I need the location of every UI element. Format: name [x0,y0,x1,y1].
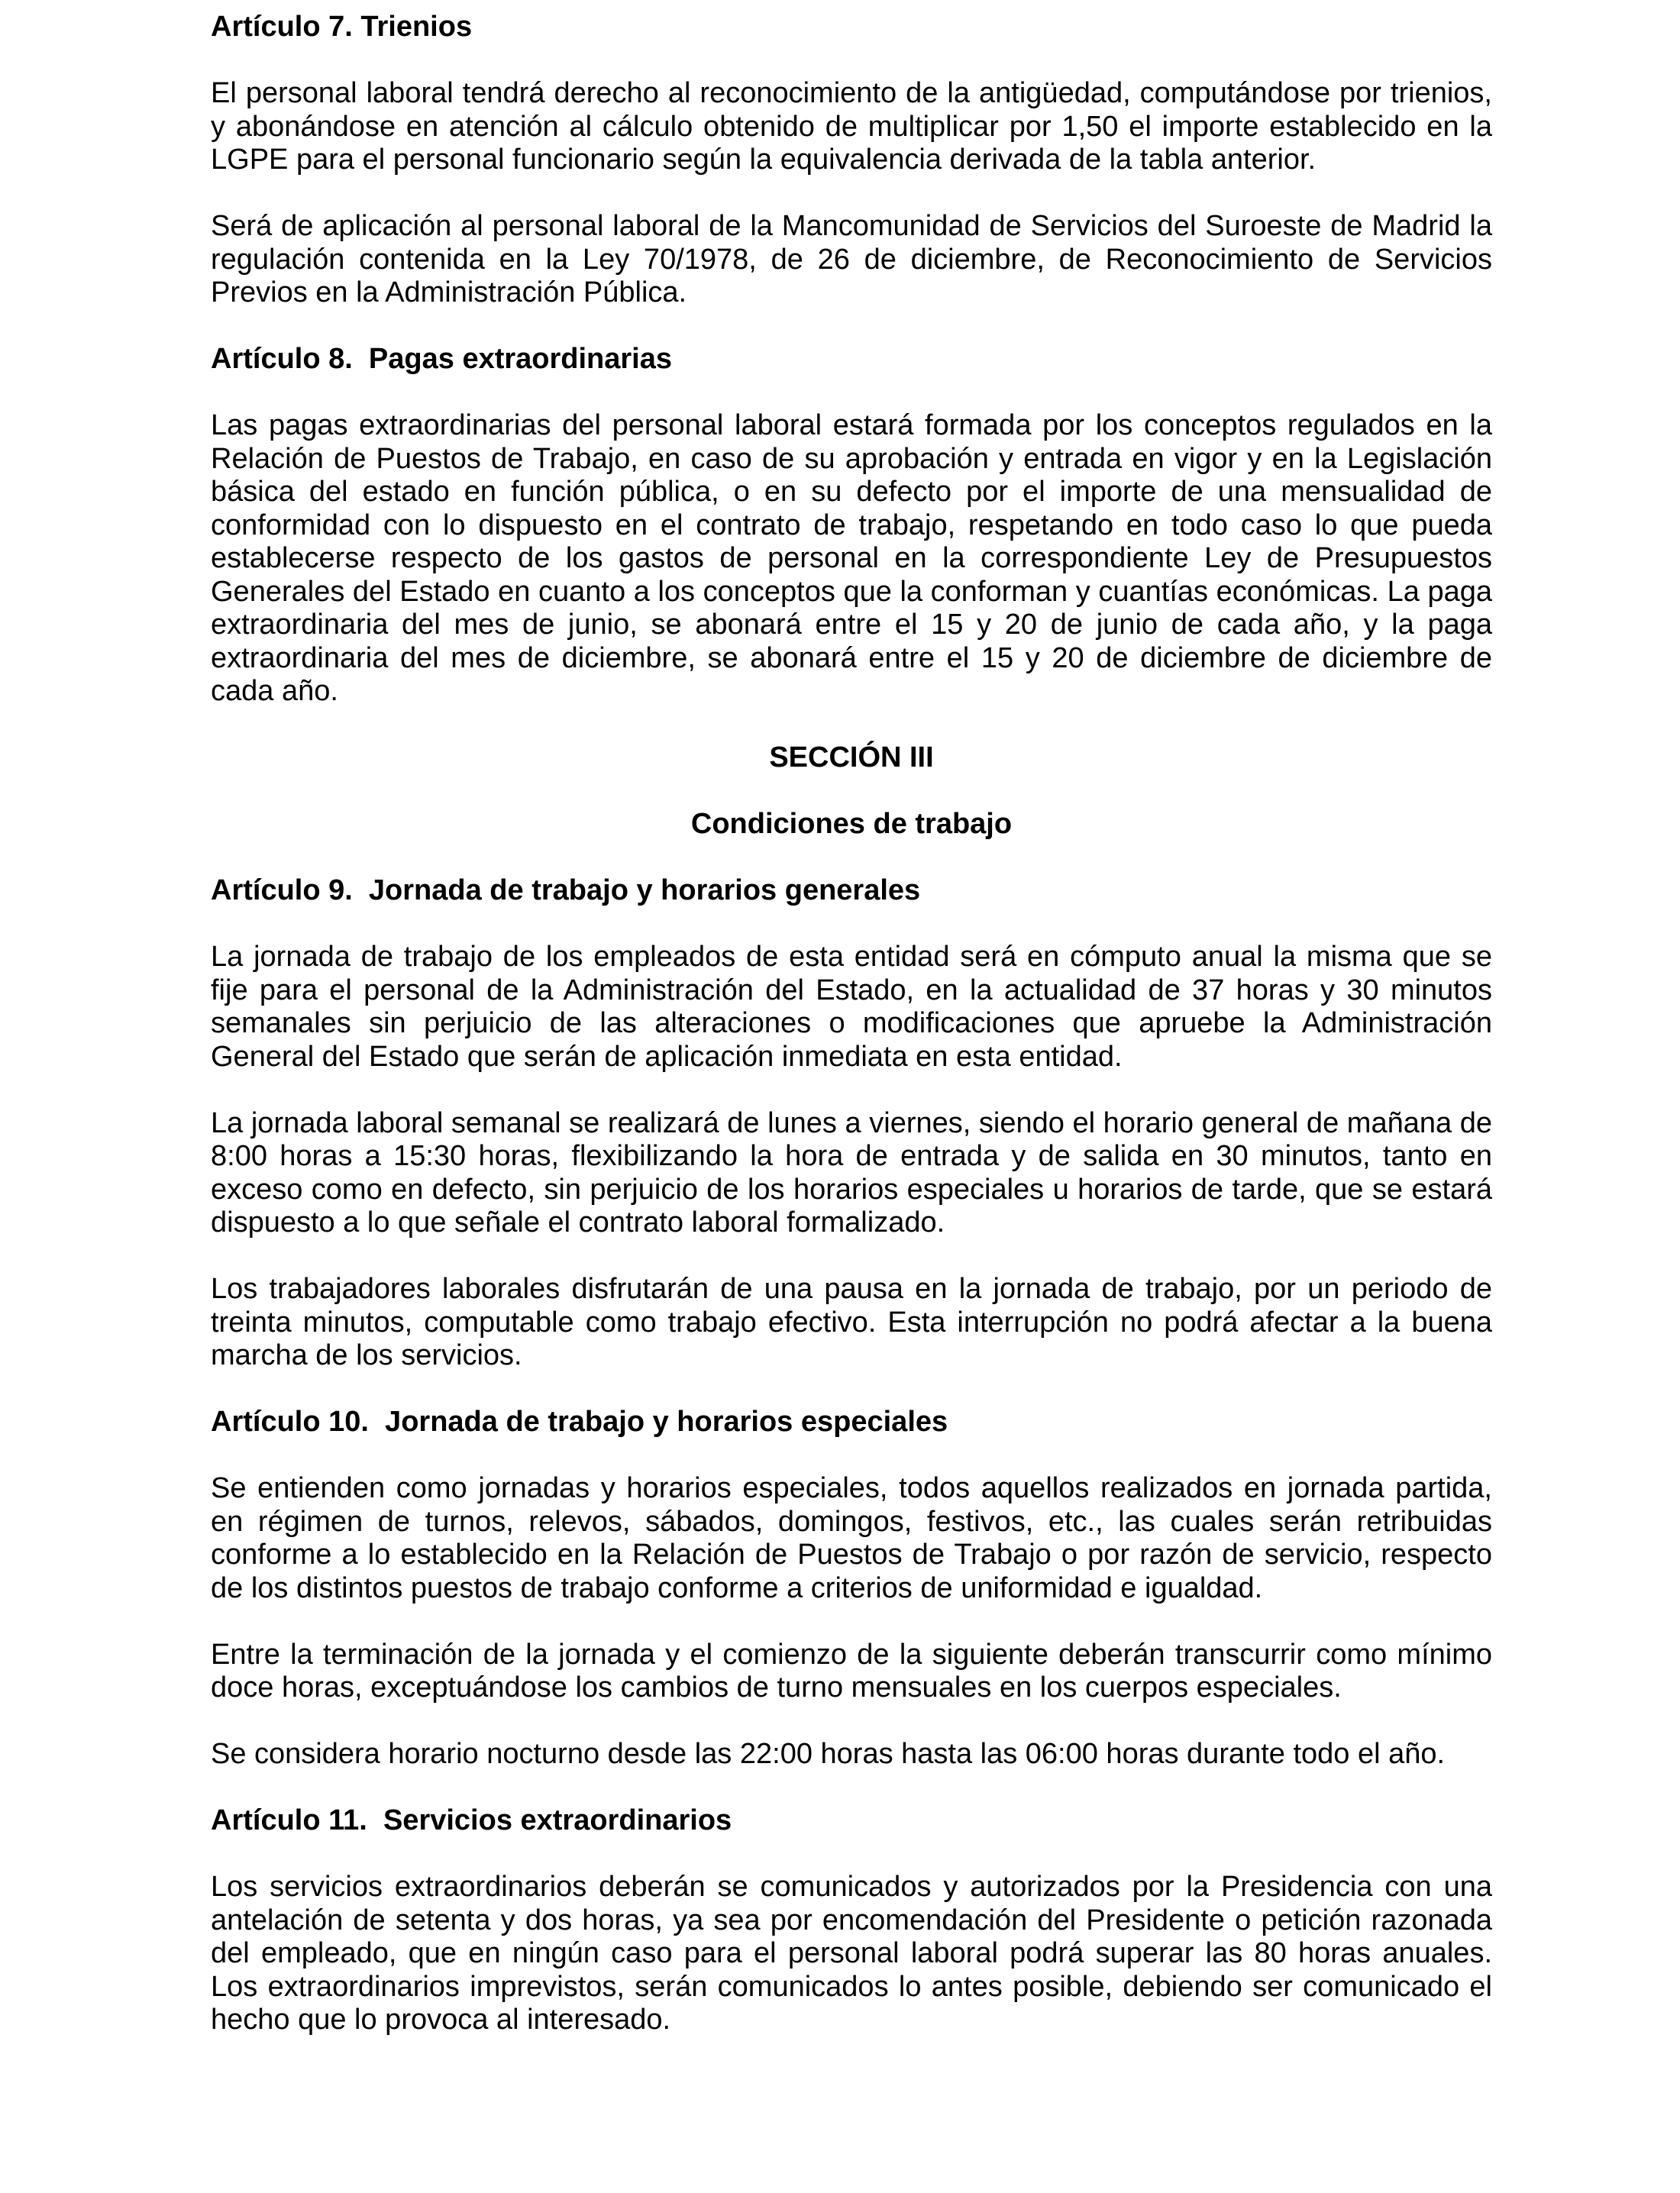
section-3-heading: SECCIÓN III [769,741,934,774]
article-8-paragraph-1: Las pagas extraordinarias del personal laboral estará formada por los conceptos regulados en la Relación de Puestos de Trabajo, en caso de su aprobación y entrada en vigor y en la Legislación básica del estado en función pública, o en su defecto por el importe de una mensualidad de conformidad con lo dispuesto en el contrato de trabajo, respetando en todo caso lo que pueda establecerse respecto de los gastos de personal en la correspondiente Ley de Presupuestos Generales del Estado en cuanto a los conceptos que la conforman y cuantías económicas. La paga extraordinaria del mes de junio, se abonará entre el 15 y 20 de junio de cada año, y la paga extraordinaria del mes de diciembre, se abonará entre el 15 y 20 de diciembre de diciembre de cada año. [211,409,1492,707]
article-10-paragraph-1: Se entienden como jornadas y horarios especiales, todos aquellos realizados en jornada partida, en régimen de turnos, relevos, sábados, domingos, festivos, etc., las cuales serán retribuidas conforme a lo establecido en la Relación de Puestos de Trabajo o por razón de servicio, respecto de los distintos puestos de trabajo conforme a criterios de uniformidad e igualdad. [211,1472,1492,1604]
article-9-paragraph-3: Los trabajadores laborales disfrutarán de una pausa en la jornada de trabajo, por un periodo de treinta minutos, computable como trabajo efectivo. Esta interrupción no podrá afectar a la buena marcha de los servicios. [211,1273,1492,1371]
article-10-paragraph-3: Se considera horario nocturno desde las 22:00 horas hasta las 06:00 horas durante todo el año. [211,1738,1446,1770]
article-10-paragraph-2: Entre la terminación de la jornada y el comienzo de la siguiente deberán transcurrir como mínimo doce horas, exceptuándose los cambios de turno mensuales en los cuerpos especiales. [211,1638,1492,1704]
article-9-paragraph-2: La jornada laboral semanal se realizará de lunes a viernes, siendo el horario general de mañana de 8:00 horas a 15:30 horas, flexibilizando la hora de entrada y de salida en 30 minutos, tanto en exceso como en defecto, sin perjuicio de los horarios especiales u horarios de tarde, que se estará dispuesto a lo que señale el contrato laboral formalizado. [211,1106,1492,1239]
article-10-heading: Artículo 10. Jornada de trabajo y horarios especiales [211,1406,948,1438]
article-7-paragraph-2: Será de aplicación al personal laboral de la Mancomunidad de Servicios del Suroeste de Madrid la regulación contenida en la Ley 70/1978, de 26 de diciembre, de Reconocimiento de Servicios Previos en la Administración Pública. [211,210,1492,308]
section-3-subheading: Condiciones de trabajo [690,808,1013,840]
article-7-heading: Artículo 7. Trienios [211,11,473,43]
article-9-heading: Artículo 9. Jornada de trabajo y horarios generales [211,874,921,906]
article-11-paragraph-1: Los servicios extraordinarios deberán se comunicados y autorizados por la Presidencia con una antelación de setenta y dos horas, ya sea por encomendación del Presidente o petición razonada del empleado, que en ningún caso para el personal laboral podrá superar las 80 horas anuales. Los extraordinarios imprevistos, serán comunicados lo antes posible, debiendo ser comunicado el hecho que lo provoca al interesado. [211,1871,1492,2036]
article-11-heading: Artículo 11. Servicios extraordinarios [211,1804,732,1836]
article-8-heading: Artículo 8. Pagas extraordinarias [211,343,673,375]
article-9-paragraph-1: La jornada de trabajo de los empleados de esta entidad será en cómputo anual la misma que se fije para el personal de la Administración del Estado, en la actualidad de 37 horas y 30 minutos semanales sin perjuicio de las alteraciones o modificaciones que apruebe la Administración General del Estado que serán de aplicación inmediata en esta entidad. [211,941,1492,1073]
article-7-paragraph-1: El personal laboral tendrá derecho al reconocimiento de la antigüedad, computándose por trienios, y abonándose en atención al cálculo obtenido de multiplicar por 1,50 el importe establecido en la LGPE para el personal funcionario según la equivalencia derivada de la tabla anterior. [211,77,1492,176]
